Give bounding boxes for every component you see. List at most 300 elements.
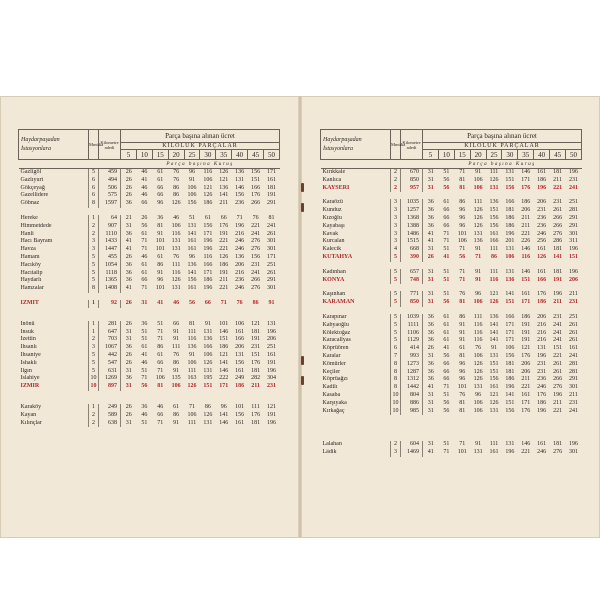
weight-header-cell: 50 [566,150,582,160]
distance-km: 1106 [401,330,423,338]
station-name: İZMİR [20,383,40,390]
fee-cell: 111 [171,261,181,268]
fee-cell: 291 [267,200,276,207]
fee-cell: 236 [235,277,245,284]
fee-cell: 151 [505,399,515,406]
fee-cell: 101 [155,246,165,253]
fee-cell: 106 [171,383,181,390]
fee-cell: 221 [553,184,563,191]
fee-cell: 241 [569,184,578,191]
fee-cell: 36 [427,360,434,367]
fee-cell: 176 [521,184,531,191]
fee-cell: 161 [489,384,499,391]
fee-cell: 41 [141,176,148,183]
fee-cell: 196 [203,285,213,292]
fee-cell: 116 [187,336,197,343]
fee-cell: 111 [489,268,499,275]
rate-rows [321,169,582,457]
fee-cell: 41 [443,345,450,352]
weight-header-cell: 15 [152,150,168,160]
fee-cell: 41 [427,384,434,391]
fee-cell: 41 [141,351,148,358]
zone-number: 8 [391,361,401,369]
table-row [321,400,582,408]
fee-cell: 166 [203,344,213,351]
fee-cell: 41 [427,230,434,237]
fee-cell: 301 [569,230,578,237]
fee-cell: 171 [505,321,515,328]
fee-cell: 66 [443,222,450,229]
distance-km: 638 [99,420,121,428]
fee-cell: 236 [235,200,245,207]
fee-cell: 71 [443,384,450,391]
fee-cell: 281 [569,368,578,375]
spacer-row [321,192,582,199]
distance-km: 1515 [401,238,423,246]
station-name: KÜTAHYA [322,253,353,260]
fee-cell: 26 [125,411,132,418]
fee-cell: 106 [187,184,197,191]
fee-cell: 196 [569,169,578,175]
table-row [321,392,582,400]
fee-cell: 96 [459,222,466,229]
fee-cell: 66 [443,368,450,375]
fee-cell: 71 [459,276,466,283]
fee-cell: 241 [553,329,563,336]
zone-number: 3 [391,231,401,239]
fee-title: Parça başına alınan ücret [121,130,280,143]
fee-cell: 146 [521,268,531,275]
fee-cell: 126 [537,253,547,260]
fee-cell: 116 [473,337,483,344]
zone-number: 5 [89,262,99,270]
fee-cell: 196 [235,222,245,229]
distance-km: 897 [99,383,121,391]
fee-cell: 121 [489,391,499,398]
fee-cell: 301 [267,246,276,253]
fee-cell: 181 [553,268,563,275]
fee-cell: 51 [189,214,195,221]
fee-cell: 106 [187,359,197,366]
distance-km: 907 [99,223,121,231]
fee-cell: 171 [521,399,531,406]
table-row [321,345,582,353]
fee-cell: 51 [443,169,450,175]
zone-number: 6 [89,177,99,185]
fee-cell: 161 [537,441,547,448]
fee-cell: 96 [459,368,466,375]
distance-km: 850 [401,299,423,307]
fee-cell: 56 [459,253,466,260]
table-row [19,344,280,352]
distance-km: 414 [401,345,423,353]
fee-cell: 166 [537,276,547,283]
fee-cell: 151 [489,368,499,375]
station-name: Gökçeyağ [20,184,45,191]
fee-cell: 116 [473,321,483,328]
fee-cell: 131 [171,285,181,292]
table-row [321,337,582,345]
table-row [321,207,582,215]
fee-cell: 51 [141,419,148,426]
zone-number: 3 [391,199,401,207]
table-row [321,291,582,299]
fee-cell: 61 [443,329,450,336]
distance-km: 668 [401,246,423,254]
fee-cell: 241 [251,230,261,237]
fee-cell: 211 [553,176,562,183]
fee-cell: 231 [537,360,547,367]
fee-cell: 46 [141,192,148,199]
fee-cell: 86 [459,313,466,320]
fee-cell: 81 [459,352,466,359]
fee-cell: 116 [489,276,499,283]
station-name: Hereke [20,214,38,221]
fee-cell: 31 [125,222,132,229]
table-row [19,368,280,376]
fee-cell: 131 [203,328,213,335]
fee-cell: 126 [473,214,483,221]
fee-cell: 171 [505,337,515,344]
fee-cell: 236 [537,214,547,221]
fee-cell: 81 [459,184,466,191]
unit-caption: Parça başına Kuruş [121,160,280,169]
fee-cell: 136 [489,313,499,320]
station-name: İshaklı [20,359,37,366]
fee-cell: 291 [569,376,578,383]
fee-cell: 36 [125,277,132,284]
fee-cell: 96 [459,376,466,383]
zone-number: 5 [89,277,99,285]
rate-table-left [18,129,280,427]
fee-cell: 241 [553,337,563,344]
fee-cell: 96 [157,200,164,207]
fee-cell: 116 [203,169,213,175]
fee-cell: 86 [491,253,497,260]
fee-cell: 96 [475,291,482,298]
fee-cell: 141 [505,291,515,298]
fee-cell: 46 [173,214,180,221]
table-row [321,408,582,416]
fee-cell: 131 [473,230,483,237]
fee-cell: 31 [125,383,132,390]
staple-hole [301,203,304,212]
fee-cell: 211 [569,391,578,398]
fee-cell: 146 [521,246,531,253]
fee-cell: 36 [125,344,132,351]
fee-cell: 176 [521,407,531,414]
fee-cell: 111 [489,169,499,175]
fee-cell: 276 [553,449,563,456]
fee-cell: 26 [125,403,132,410]
fee-cell: 221 [219,238,229,245]
station-name: Kayan [20,411,37,418]
weight-header-cell: 20 [470,150,486,160]
table-row [19,404,280,412]
distance-km: 249 [99,404,121,412]
fee-cell: 156 [203,222,213,229]
fee-cell: 61 [443,337,450,344]
fee-cell: 161 [537,169,547,175]
fee-cell: 76 [173,253,180,260]
fee-cell: 221 [521,384,531,391]
weight-header-cell: 5 [121,150,137,160]
table-row [19,169,280,177]
distance-km: 631 [99,368,121,376]
fee-cell: 71 [236,214,243,221]
fee-cell: 91 [459,329,466,336]
fee-cell: 126 [473,376,483,383]
fee-cell: 71 [157,336,164,343]
zone-number: 8 [89,285,99,293]
station-name: Gazligöl [20,169,42,175]
table-row [321,384,582,392]
distance-km: 957 [401,185,423,193]
fee-cell: 191 [251,336,261,343]
fee-cell: 26 [141,214,148,221]
fee-cell: 282 [251,375,261,382]
fee-cell: 41 [125,246,132,253]
fee-cell: 51 [443,441,450,448]
fee-cell: 96 [189,169,195,175]
fee-cell: 51 [443,276,450,283]
zone-number: 8 [89,200,99,208]
fee-cell: 91 [459,321,466,328]
fee-cell: 206 [521,207,531,214]
fee-cell: 136 [235,253,245,260]
fee-cell: 261 [569,321,578,328]
station-name: Karşıyaka [322,399,347,406]
station-name: Kalecik [322,246,342,253]
zone-number: 3 [391,223,401,231]
fee-cell: 56 [443,407,450,414]
distance-km: 985 [401,408,423,416]
zone-number: 1 [89,215,99,223]
distance-km: 1469 [401,449,423,457]
fee-cell: 196 [203,246,213,253]
fee-cell: 196 [569,441,578,448]
zone-number: 3 [391,238,401,246]
fee-cell: 91 [173,367,180,374]
fee-cell: 86 [173,192,180,199]
fee-cell: 41 [427,238,434,245]
fee-cell: 156 [489,376,499,383]
fee-cell: 106 [505,253,515,260]
fee-cell: 91 [475,169,482,175]
fee-cell: 51 [157,320,164,327]
fee-cell: 36 [141,403,148,410]
zone-number: 2 [89,223,99,231]
unit-caption: Parça başına Kuruş [423,160,582,169]
fee-cell: 281 [569,360,578,367]
fee-cell: 196 [553,291,563,298]
fee-cell: 111 [187,419,197,426]
table-row [19,238,280,246]
station-name: Hacıköy [20,261,41,268]
table-row [19,177,280,185]
fee-cell: 36 [427,207,434,214]
zone-number: 3 [391,207,401,215]
fee-cell: 111 [187,328,197,335]
fee-cell: 166 [235,336,245,343]
fee-cell: 151 [489,360,499,367]
fee-cell: 181 [251,367,261,374]
staple-hole [301,183,304,192]
spacer-row [321,415,582,428]
fee-cell: 216 [537,321,547,328]
station-name: Kırıkkale [322,169,346,175]
fee-cell: 216 [235,269,245,276]
fee-cell: 236 [537,222,547,229]
fee-cell: 66 [173,320,180,327]
fee-cell: 56 [141,222,148,229]
table-row [321,449,582,457]
fee-cell: 76 [475,345,482,352]
fee-cell: 156 [489,222,499,229]
fee-cell: 156 [187,277,197,284]
fee-cell: 196 [553,391,563,398]
fee-cell: 221 [553,352,563,359]
weight-header-cell: 40 [534,150,550,160]
fee-cell: 131 [203,419,213,426]
fee-cell: 31 [427,246,434,253]
fee-cell: 106 [155,375,165,382]
fee-cell: 36 [427,321,434,328]
station-name: KONYA [322,276,345,283]
fee-cell: 226 [521,238,531,245]
fee-cell: 161 [235,419,245,426]
fee-cell: 251 [569,313,578,320]
table-row [19,192,280,200]
zone-number: 2 [391,185,401,193]
fee-cell: 61 [459,345,466,352]
zone-number: 2 [89,336,99,344]
fee-cell: 186 [505,222,515,229]
fee-cell: 206 [537,199,547,206]
fee-cell: 36 [125,269,132,276]
distance-km: 494 [99,177,121,185]
fee-cell: 91 [189,176,195,183]
fee-cell: 171 [203,230,213,237]
fee-cell: 161 [267,351,276,358]
fee-cell: 136 [489,199,499,206]
fee-cell: 135 [171,375,181,382]
fee-cell: 166 [251,184,261,191]
fee-cell: 131 [473,384,483,391]
fee-cell: 126 [171,200,181,207]
fee-cell: 161 [521,291,531,298]
fee-cell: 201 [505,238,515,245]
fee-cell: 161 [537,268,547,275]
fee-cell: 196 [505,384,515,391]
station-name: Karacallyas [322,337,351,344]
zone-number: 1 [89,404,99,412]
weight-header-cell: 10 [136,150,152,160]
fee-cell: 141 [219,411,229,418]
fee-cell: 86 [173,359,180,366]
station-name: Keçiler [322,368,341,375]
table-row [321,314,582,322]
fee-cell: 231 [569,299,578,306]
fee-cell: 191 [521,337,531,344]
distance-km: 657 [401,269,423,277]
fee-cell: 126 [187,383,197,390]
zone-number: 3 [89,238,99,246]
table-row [321,246,582,254]
weight-header-cell: 35 [518,150,534,160]
fee-cell: 61 [141,344,148,351]
fee-cell: 86 [252,299,259,306]
distance-km: 993 [401,353,423,361]
zone-number: 3 [391,449,401,457]
fee-cell: 211 [251,383,260,390]
distance-km: 442 [99,352,121,360]
distance-km: 455 [99,254,121,262]
fee-cell: 106 [203,176,213,183]
fee-cell: 301 [267,238,276,245]
fee-cell: 36 [427,329,434,336]
fee-cell: 196 [537,407,547,414]
fee-cell: 91 [268,299,275,306]
table-row [19,277,280,285]
fee-cell: 249 [235,375,245,382]
fee-cell: 126 [219,169,229,175]
fee-cell: 101 [155,238,165,245]
fee-cell: 181 [267,184,276,191]
fee-cell: 121 [219,176,229,183]
zone-number: 10 [90,383,97,390]
fee-cell: 171 [521,299,531,306]
station-name: İzettin [20,336,36,343]
fee-cell: 246 [235,285,245,292]
weight-header-cell: 25 [184,150,200,160]
station-name: İslahiye [20,375,40,382]
distance-km: 506 [99,185,121,193]
zone-number: 5 [89,360,99,368]
fee-cell: 291 [569,222,578,229]
fee-cell: 191 [267,411,276,418]
fee-cell: 61 [157,176,164,183]
fee-cell: 106 [171,222,181,229]
fee-cell: 56 [443,176,450,183]
fee-cell: 126 [489,299,499,306]
zone-number: 5 [391,291,401,299]
zone-number: 6 [391,345,401,353]
fee-cell: 136 [187,344,197,351]
fee-cell: 171 [521,176,531,183]
fee-cell: 141 [553,253,563,260]
table-row [19,329,280,337]
fee-cell: 171 [219,383,229,390]
fee-cell: 56 [189,299,195,306]
zone-number: 2 [391,177,401,185]
fee-cell: 76 [173,176,180,183]
table-row [19,360,280,368]
fee-cell: 101 [457,230,467,237]
fee-cell: 136 [473,238,483,245]
weight-header-cell: 30 [502,150,518,160]
fee-cell: 196 [267,419,276,426]
fee-cell: 276 [553,384,563,391]
fee-cell: 231 [553,199,563,206]
fee-cell: 151 [219,336,229,343]
fee-cell: 176 [251,192,261,199]
distance-km: 1388 [401,223,423,231]
station-name: İZMİT [20,299,39,306]
fee-cell: 66 [443,376,450,383]
fee-cell: 186 [203,200,213,207]
fee-cell: 136 [235,169,245,175]
